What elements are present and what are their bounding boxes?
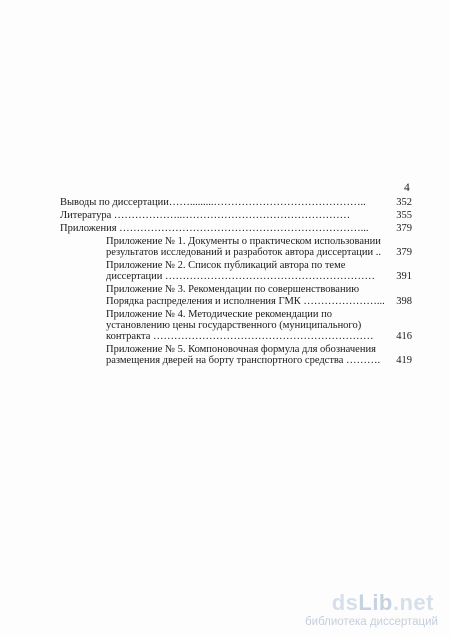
toc-appendix-line: Приложение № 5. Компоновочная формула для обозначения bbox=[106, 344, 376, 356]
toc-entry-page: 419 bbox=[396, 355, 412, 367]
toc-appendix-4 bbox=[60, 309, 412, 343]
toc-entry-page: 352 bbox=[396, 197, 412, 208]
toc-appendix-line: Приложение № 3. Рекомендации по совершенствованию bbox=[106, 284, 360, 296]
dslib-watermark bbox=[260, 590, 440, 630]
toc-appendix-line: контракта ……………………………………………………… bbox=[106, 331, 374, 343]
toc-appendix-2 bbox=[60, 260, 412, 282]
toc-entry-title: Литература ………………..………………………………………… bbox=[60, 210, 351, 221]
toc-entry-conclusions bbox=[60, 197, 412, 208]
toc-appendix-line: размещения дверей на борту транспортного средства ………. bbox=[106, 355, 381, 367]
toc-entry-appendices bbox=[60, 223, 412, 234]
toc-appendix-1 bbox=[60, 236, 412, 258]
toc-entry-page: 416 bbox=[396, 331, 412, 343]
toc-entry-literature bbox=[60, 210, 412, 221]
toc-entry-page: 355 bbox=[396, 210, 412, 221]
toc-entry-title: Выводы по диссертации…….........…………………………………….. bbox=[60, 197, 366, 208]
toc-appendix-line: Порядка распределения и исполнения ГМК …………………... bbox=[106, 295, 385, 307]
toc-appendix-line: Приложение № 4. Методические рекомендации по bbox=[106, 308, 333, 320]
toc-appendix-line: Приложение № 2. Список публикаций автора по теме bbox=[106, 260, 346, 272]
toc-appendix-line: результатов исследований и разработок автора диссертации .. bbox=[106, 247, 382, 259]
toc-entry-page: 379 bbox=[396, 247, 412, 259]
toc-appendix-line: диссертации …………………………………………………… bbox=[106, 271, 376, 283]
toc-appendix-3 bbox=[60, 284, 412, 306]
toc-appendix-line: установлению цены государственного (муниципального) bbox=[106, 319, 362, 331]
table-of-contents bbox=[60, 197, 412, 368]
toc-appendix-5 bbox=[60, 344, 412, 366]
toc-entry-title: Приложения ……………………………………………………………... bbox=[60, 223, 369, 234]
toc-entry-page: 398 bbox=[396, 295, 412, 307]
dslib-subtitle: библиотека диссертаций bbox=[305, 616, 438, 628]
toc-entry-page: 391 bbox=[396, 271, 412, 283]
toc-entry-page: 379 bbox=[396, 223, 412, 234]
toc-appendix-line: Приложение № 1. Документы о практическом использовании bbox=[106, 236, 381, 247]
dslib-logo: dsLib.net bbox=[331, 590, 434, 615]
page-number: 4 bbox=[404, 182, 410, 194]
